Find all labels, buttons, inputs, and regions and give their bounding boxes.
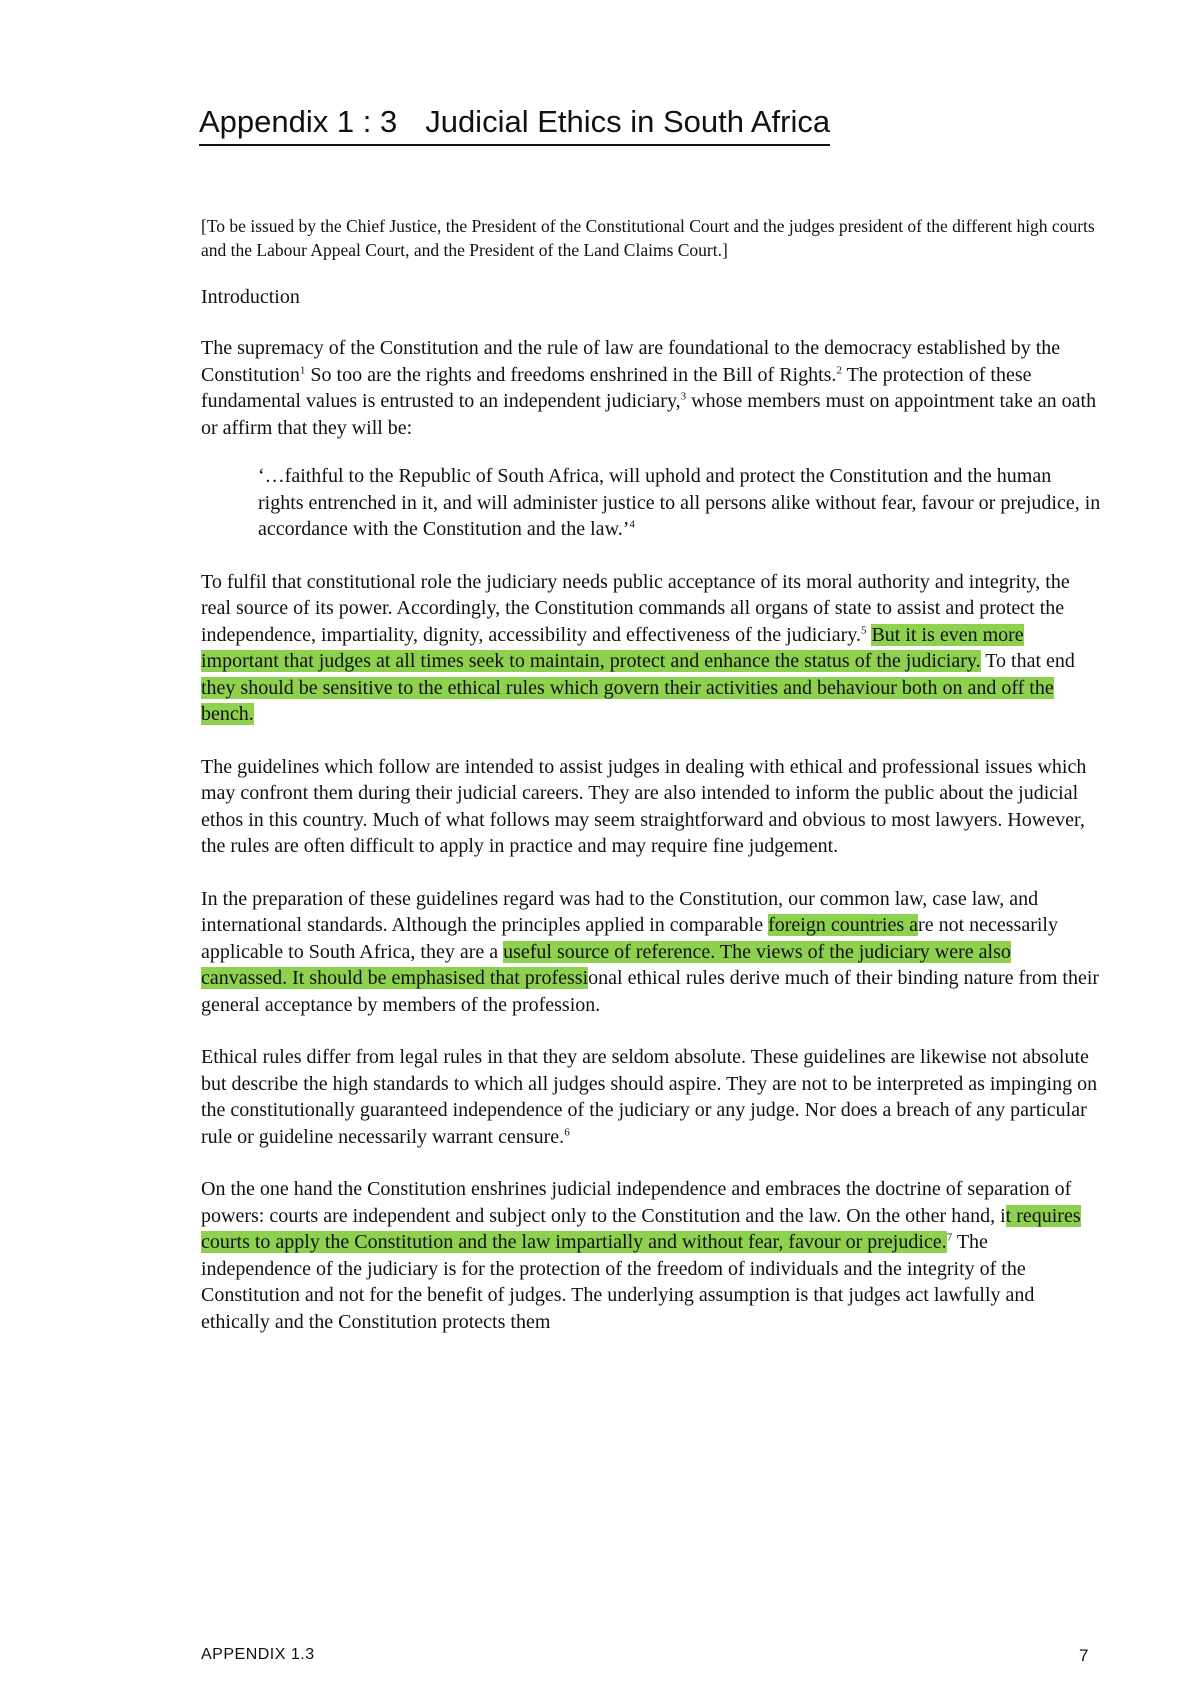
footnote-6: 6 <box>564 1125 570 1138</box>
highlight-p6-1: t requires courts to apply the Constitution and the law impartially and without fear, favour or prejudice. <box>201 1204 1081 1253</box>
highlight-p4-1: foreign countries a <box>768 914 919 936</box>
p5-text: Ethical rules differ from legal rules in that they are seldom absolute. These guidelines are likewise not absolute but describe the high standards to which all judges should aspire. They are not to be interpreted as impinging on the constitutionally guaranteed independence of the judiciary or any judge. Nor does a breach of any particular rule or guideline necessarily warrant censure. <box>201 1046 1098 1148</box>
section-heading: Introduction <box>201 286 300 308</box>
appendix-title: Judicial Ethics in South Africa <box>425 104 831 139</box>
paragraph-4 <box>201 886 1101 1019</box>
p4-text-a: In the preparation of these guidelines regard was had to the Constitution, our common law, case law, and international standards. Although the principles applied in comparable <box>201 887 1039 936</box>
oath-quote <box>258 463 1101 543</box>
quote-text: ‘…faithful to the Republic of South Africa, will uphold and protect the Constitution and the human rights entrenched in it, and will administer justice to all persons alike without fear, favour or prejudice, in accordance with the Constitution and the law.’ <box>258 465 1101 540</box>
footnote-4: 4 <box>629 518 635 531</box>
p4-text-b: re not necessarily applicable to South Africa, they are a <box>201 914 1058 963</box>
p4-text-c: onal ethical rules derive much of their binding nature from their general acceptance by members of the profession. <box>201 967 1100 1016</box>
footnote-7: 7 <box>946 1231 953 1244</box>
p1-text-b: So too are the rights and freedoms enshrined in the Bill of Rights. <box>305 363 837 386</box>
p1-text-d: whose members must on appointment take an oath or affirm that they will be: <box>201 390 1097 439</box>
appendix-number: Appendix 1 : 3 <box>199 104 398 139</box>
page-number: 7 <box>1079 1646 1089 1665</box>
footer-label: APPENDIX 1.3 <box>201 1646 315 1663</box>
highlight-p2-1: But it is even more important that judges at all times seek to maintain, protect and enhance the status of the judiciary. <box>201 623 1024 672</box>
p2-text-a: To fulfil that constitutional role the judiciary needs public acceptance of its moral authority and integrity, the real source of its power. Accordingly, the Constitution commands all organs of state to assist and protect the independence, impartiality, dignity, accessibility and effectiveness of the judiciary. <box>201 570 1070 646</box>
p1-text-a: The supremacy of the Constitution and the rule of law are foundational to the democracy established by the Constitution <box>201 337 1061 386</box>
paragraph-5 <box>201 1044 1101 1150</box>
document-body <box>201 214 1101 1335</box>
paragraph-1 <box>201 335 1101 441</box>
p6-text-b: The independence of the judiciary is for the protection of the freedom of individuals and the integrity of the Constitution and not for the benefit of judges. The underlying assumption is that judges act lawfully and ethically and the Constitution protects them <box>201 1231 1035 1333</box>
issuance-note: [To be issued by the Chief Justice, the President of the Constitutional Court and the judges president of the different high courts and the Labour Appeal Court, and the President of the Land Claims Court.] <box>201 216 1095 260</box>
footnote-2: 2 <box>836 363 842 376</box>
paragraph-3: The guidelines which follow are intended to assist judges in dealing with ethical and professional issues which may confront them during their judicial careers. They are also intended to inform the public about the judicial ethos in this country. Much of what follows may seem straightforward and obvious to most lawyers. However, the rules are often difficult to apply in practice and may require fine judgement. <box>201 755 1087 857</box>
paragraph-6 <box>201 1176 1101 1335</box>
footnote-5: 5 <box>860 623 867 636</box>
highlight-p2-2: they should be sensitive to the ethical rules which govern their activities and behaviour both on and off the bench. <box>201 676 1054 725</box>
p2-text-c: To that end <box>980 650 1075 672</box>
p6-text-a: On the one hand the Constitution enshrines judicial independence and embraces the doctrine of separation of powers: courts are independent and subject only to the Constitution and the law. On the other hand, i <box>201 1178 1072 1227</box>
footnote-3: 3 <box>680 390 687 403</box>
p1-text-c: The protection of these fundamental values is entrusted to an independent judiciary, <box>201 363 1032 412</box>
page-title <box>199 104 830 146</box>
footnote-1: 1 <box>299 363 306 376</box>
paragraph-2 <box>201 569 1101 728</box>
highlight-p4-2: useful source of reference. The views of the judiciary were also canvassed. It should be emphasised that professi <box>201 940 1011 989</box>
